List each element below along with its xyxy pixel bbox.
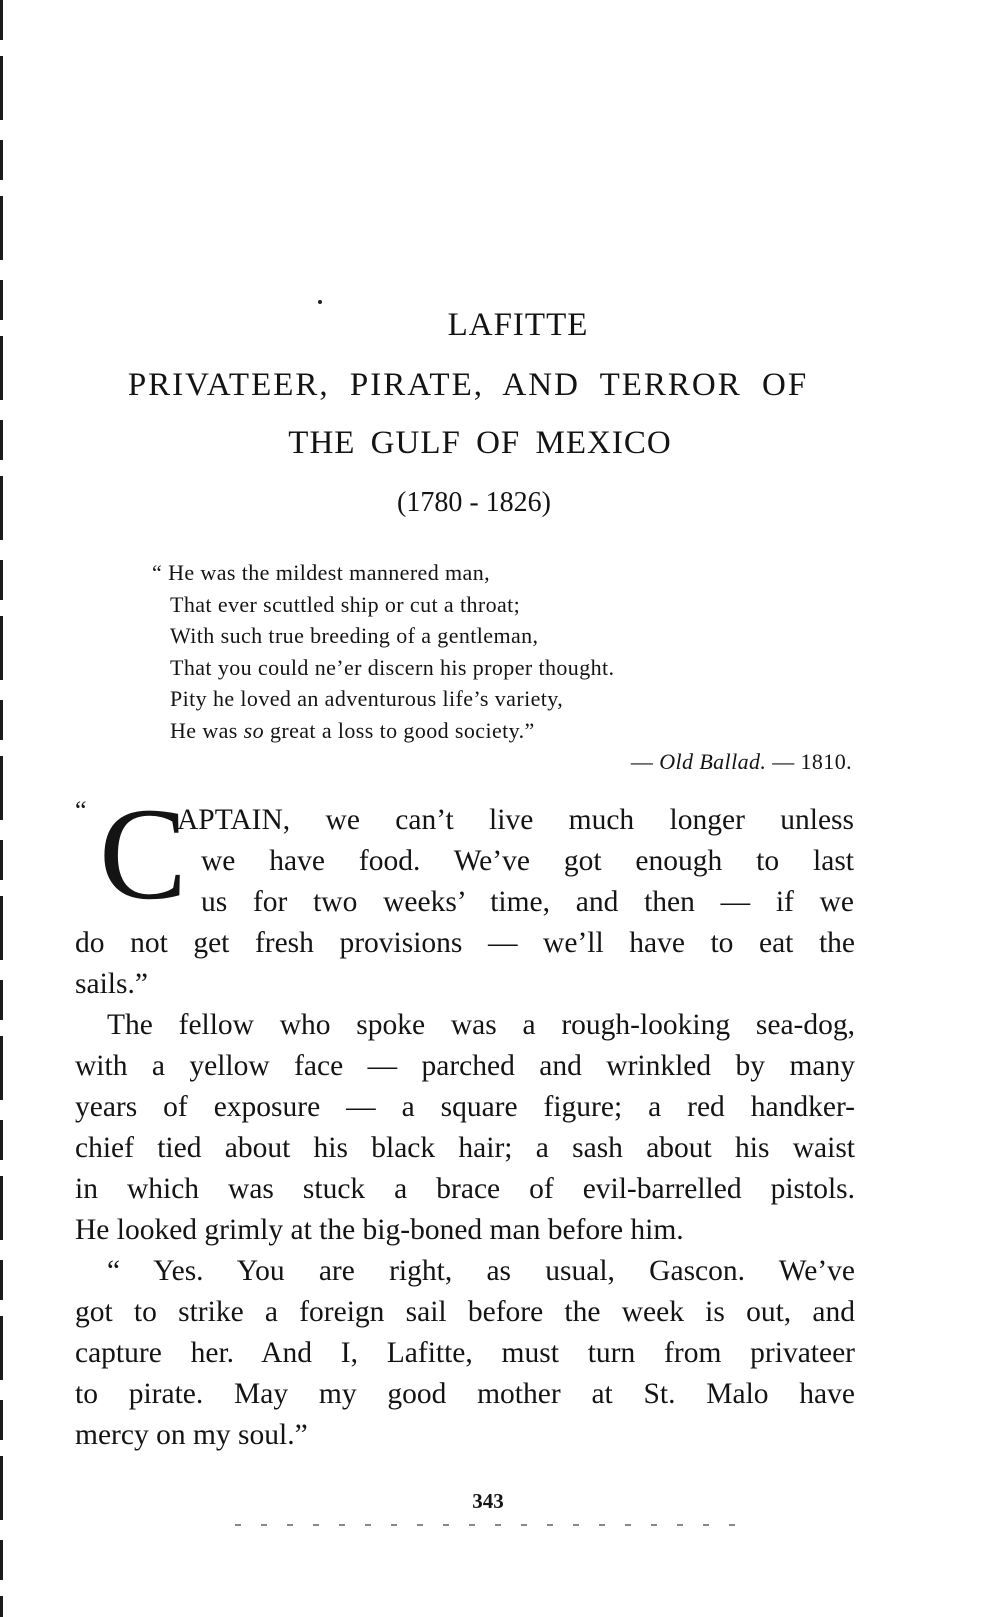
epigraph-line: With such true breeding of a gentleman, bbox=[170, 623, 539, 648]
body-line: The fellow who spoke was a rough-looking sea-dog, bbox=[107, 1009, 855, 1041]
epigraph bbox=[152, 557, 852, 774]
attribution-source: Old Ballad. bbox=[659, 749, 767, 774]
attribution-dash: — bbox=[630, 749, 660, 774]
epigraph-line-6-start: He was bbox=[170, 717, 244, 743]
body-line: chief tied about his black hair; a sash about his waist bbox=[75, 1132, 855, 1164]
drop-cap-letter: C bbox=[99, 780, 188, 927]
epigraph-line: That ever scuttled ship or cut a throat; bbox=[170, 591, 521, 617]
body-line: to pirate. May my good mother at St. Malo have bbox=[75, 1378, 855, 1410]
epigraph-line bbox=[152, 715, 852, 747]
body-line: us for two weeks’ time, and then — if we bbox=[201, 886, 854, 918]
epigraph-attribution bbox=[152, 746, 852, 778]
body-line: He looked grimly at the big-boned man before him. bbox=[75, 1214, 684, 1246]
epigraph-line: That you could ne’er discern his proper thought. bbox=[170, 654, 615, 680]
body-line: years of exposure — a square figure; a red handker- bbox=[75, 1091, 855, 1123]
attribution-year: — 1810. bbox=[766, 749, 852, 774]
body-line: mercy on my soul.” bbox=[75, 1419, 308, 1451]
chapter-dates: (1780 - 1826) bbox=[397, 487, 551, 518]
chapter-subtitle-line-2: THE GULF OF MEXICO bbox=[288, 425, 672, 461]
body-line: capture her. And I, Lafitte, must turn from privateer bbox=[75, 1337, 855, 1369]
epigraph-line: Pity he loved an adventurous life’s variety, bbox=[170, 686, 564, 711]
opening-quote-mark: “ bbox=[75, 796, 87, 825]
footer-rule bbox=[235, 1524, 755, 1526]
body-line: we have food. We’ve got enough to last bbox=[201, 845, 854, 877]
epigraph-line-6-end: great a loss to good society.” bbox=[264, 717, 535, 743]
body-line: APTAIN, we can’t live much longer unless bbox=[177, 804, 854, 836]
body-line: with a yellow face — parched and wrinkled by many bbox=[75, 1050, 855, 1082]
body-line: do not get fresh provisions — we’ll have to eat the bbox=[75, 927, 855, 959]
body-line: got to strike a foreign sail before the week is out, and bbox=[75, 1296, 855, 1328]
epigraph-line: “ He was the mildest mannered man, bbox=[152, 560, 490, 585]
page-number: 343 bbox=[472, 1489, 504, 1513]
chapter-subtitle-line-1: PRIVATEER, PIRATE, AND TERROR OF bbox=[127, 367, 809, 403]
page-binding-edge bbox=[0, 0, 3, 1617]
body-line: sails.” bbox=[75, 968, 148, 1000]
body-line: in which was stuck a brace of evil-barrelled pistols. bbox=[75, 1173, 855, 1205]
epigraph-italic-word: so bbox=[243, 717, 265, 743]
chapter-title: LAFITTE bbox=[447, 307, 589, 343]
body-line: “ Yes. You are right, as usual, Gascon. We’ve bbox=[107, 1255, 855, 1287]
ink-speck bbox=[318, 300, 322, 304]
